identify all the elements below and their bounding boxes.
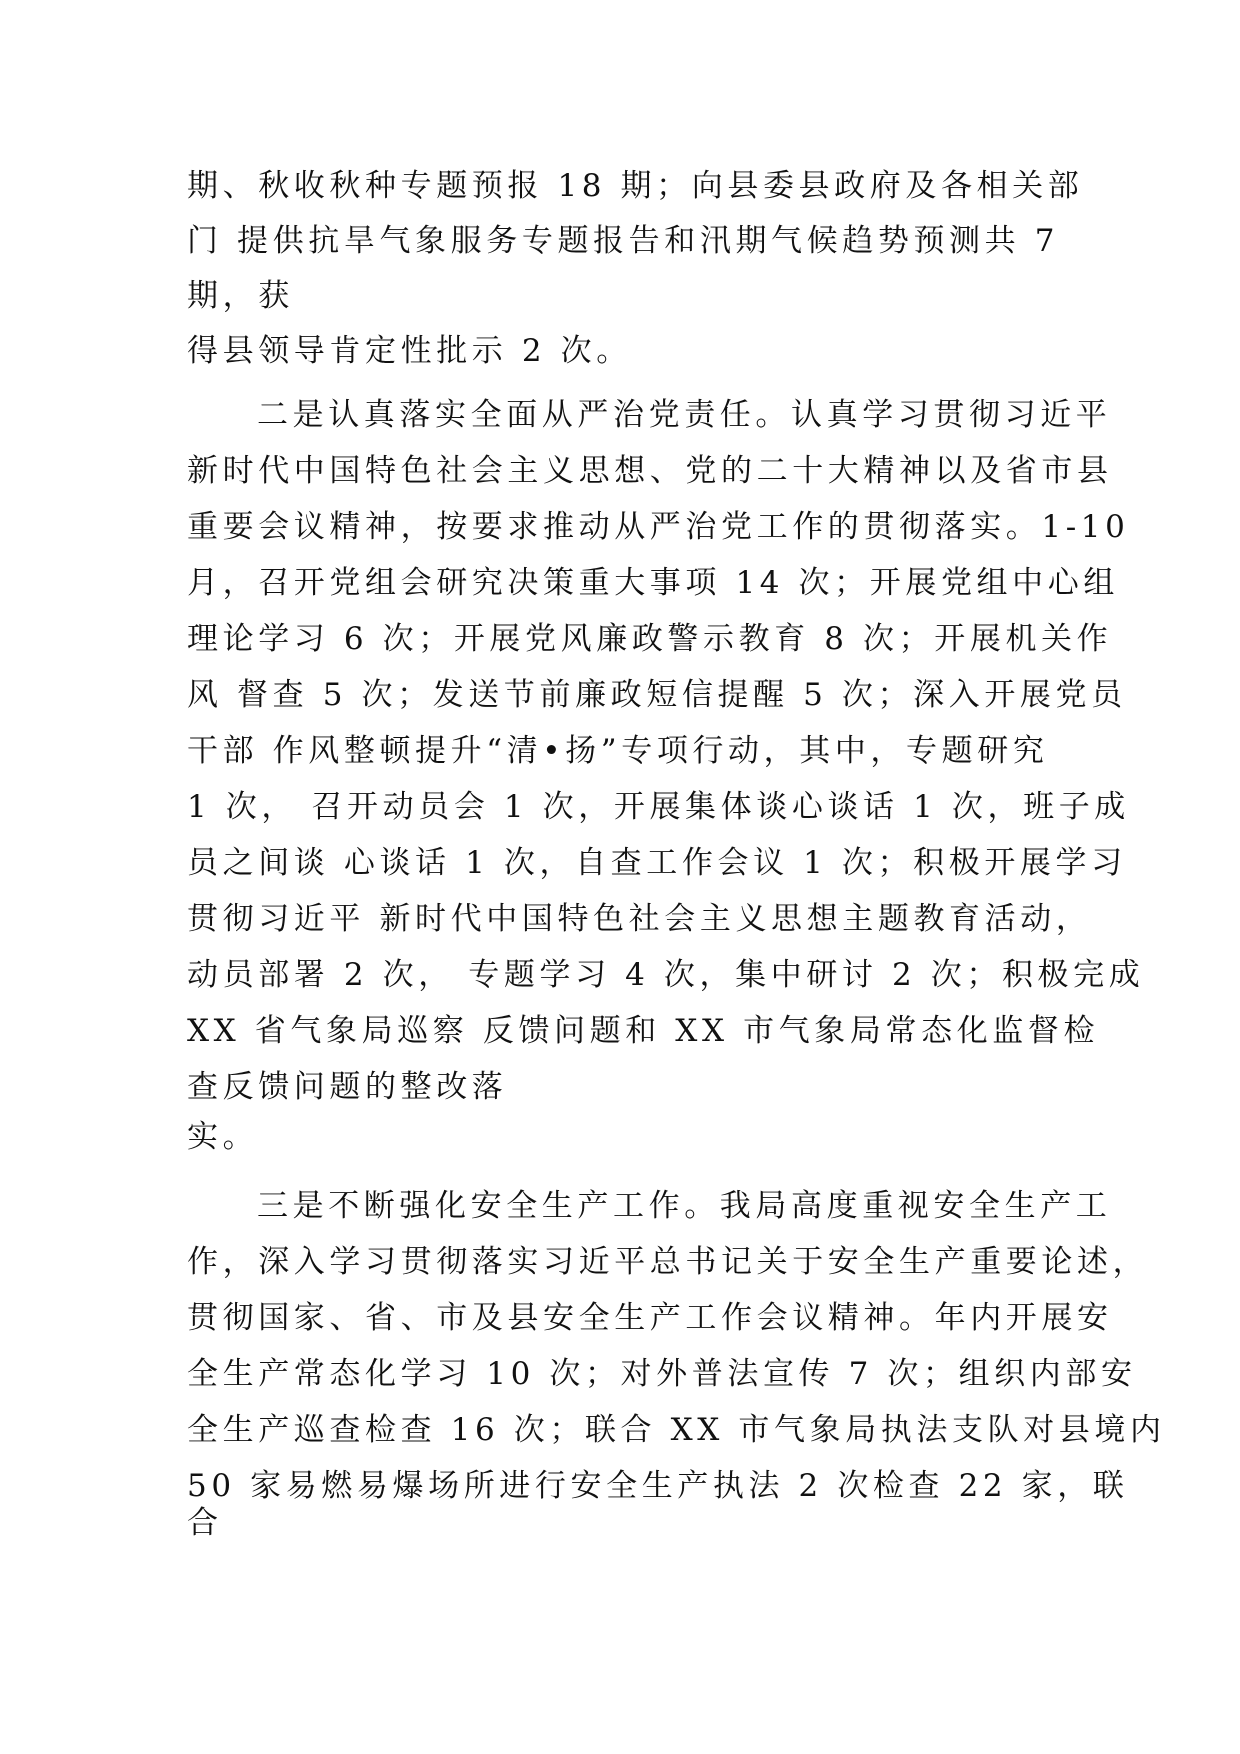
text-line: 期，获 [187, 278, 294, 314]
text-line: 风 督查 5 次；发送节前廉政短信提醒 5 次；深入开展党员 [187, 677, 1127, 713]
text-line: 50 家易燃易爆场所进行安全生产执法 2 次检查 22 家，联 [187, 1468, 1129, 1504]
text-line: 新时代中国特色社会主义思想、党的二十大精神以及省市县 [187, 453, 1113, 489]
text-line: 实。 [187, 1119, 259, 1155]
text-line: 贯彻国家、省、市及县安全生产工作会议精神。年内开展安 [187, 1300, 1113, 1336]
text-line: 贯彻习近平 新时代中国特色社会主义思想主题教育活动， [187, 901, 1092, 937]
text-line: 干部 作风整顿提升“清•扬”专项行动，其中，专题研究 [187, 733, 1049, 769]
text-line: 全生产常态化学习 10 次；对外普法宣传 7 次；组织内部安 [187, 1356, 1137, 1392]
text-line: 合 [187, 1505, 223, 1541]
text-line: XX 省气象局巡察 反馈问题和 XX 市气象局常态化监督检 [187, 1013, 1100, 1049]
text-line: 门 提供抗旱气象服务专题报告和汛期气候趋势预测共 7 [187, 223, 1060, 259]
text-line: 得县领导肯定性批示 2 次。 [187, 333, 632, 369]
text-line: 1 次， 召开动员会 1 次，开展集体谈心谈话 1 次，班子成 [187, 789, 1130, 825]
text-line: 月，召开党组会研究决策重大事项 14 次；开展党组中心组 [187, 565, 1119, 601]
paragraph-start-line: 三是不断强化安全生产工作。我局高度重视安全生产工 [257, 1188, 1112, 1224]
text-line: 作，深入学习贯彻落实习近平总书记关于安全生产重要论述， [187, 1244, 1149, 1280]
text-line: 期、秋收秋种专题预报 18 期；向县委县政府及各相关部 [187, 168, 1084, 204]
text-line: 动员部署 2 次， 专题学习 4 次，集中研讨 2 次；积极完成 [187, 957, 1145, 993]
text-line: 理论学习 6 次；开展党风廉政警示教育 8 次；开展机关作 [187, 621, 1113, 657]
text-line: 重要会议精神，按要求推动从严治党工作的贯彻落实。1-10 [187, 509, 1130, 545]
text-line: 查反馈问题的整改落 [187, 1069, 508, 1105]
text-line: 全生产巡查检查 16 次；联合 XX 市气象局执法支队对县境内 [187, 1412, 1166, 1448]
paragraph-start-line: 二是认真落实全面从严治党责任。认真学习贯彻习近平 [257, 397, 1112, 433]
text-line: 员之间谈 心谈话 1 次，自查工作会议 1 次；积极开展学习 [187, 845, 1127, 881]
